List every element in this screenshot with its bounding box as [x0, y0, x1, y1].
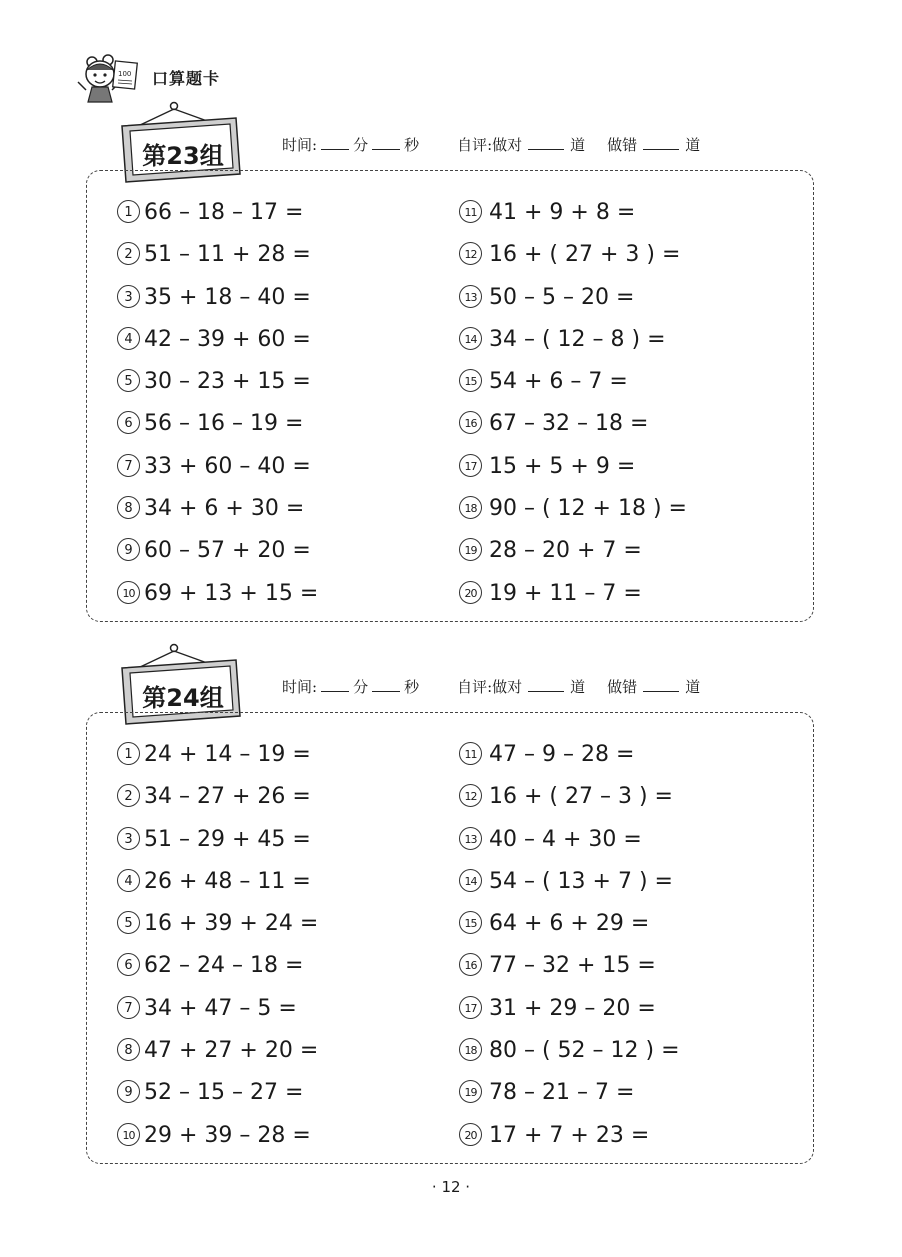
problem-row — [459, 739, 680, 781]
right-count-blank[interactable] — [528, 135, 564, 150]
problem-expression: 52 – 15 – 27 = — [144, 1080, 304, 1106]
problem-row — [117, 197, 318, 239]
problem-row — [117, 1120, 318, 1162]
problem-row — [117, 866, 318, 908]
problem-row — [117, 950, 318, 992]
problem-expression: 34 + 47 – 5 = — [144, 995, 297, 1021]
problem-number: 7 — [117, 454, 140, 477]
problem-number: 8 — [117, 1038, 140, 1061]
problem-number: 17 — [459, 454, 482, 477]
problem-row — [117, 239, 318, 281]
page-title: 口算题卡 — [152, 69, 221, 88]
problem-row — [117, 1077, 318, 1119]
problem-number: 16 — [459, 953, 482, 976]
problem-number: 9 — [117, 1080, 140, 1103]
problem-row — [459, 535, 687, 577]
problem-row — [459, 324, 687, 366]
minute-blank[interactable] — [321, 677, 349, 692]
second-label: 秒 — [404, 678, 420, 696]
problem-number: 19 — [459, 1080, 482, 1103]
problem-number: 1 — [117, 200, 140, 223]
problem-expression: 40 – 4 + 30 = — [489, 826, 642, 852]
problem-expression: 34 – 27 + 26 = — [144, 784, 311, 810]
problem-row — [459, 781, 680, 823]
problems-box — [86, 170, 814, 622]
problem-expression: 41 + 9 + 8 = — [489, 200, 636, 225]
problem-row — [459, 950, 680, 992]
problem-number: 6 — [117, 411, 140, 434]
right-unit-label: 道 — [570, 136, 586, 154]
problem-row — [117, 324, 318, 366]
problem-expression: 30 – 23 + 15 = — [144, 369, 311, 395]
problem-expression: 16 + ( 27 + 3 ) = — [489, 242, 681, 268]
page-header — [72, 46, 292, 106]
problem-expression: 24 + 14 – 19 = — [144, 742, 311, 767]
problem-number: 2 — [117, 784, 140, 807]
problems-box — [86, 712, 814, 1164]
problem-number: 7 — [117, 996, 140, 1019]
problem-row — [459, 1035, 680, 1077]
wrong-label: 做错 — [607, 678, 638, 696]
problem-number: 10 — [117, 1123, 140, 1146]
self-eval-label: 自评:做对 — [457, 678, 523, 696]
problem-number: 3 — [117, 827, 140, 850]
problem-expression: 60 – 57 + 20 = — [144, 538, 311, 564]
time-eval-line — [282, 676, 802, 697]
problem-expression: 67 – 32 – 18 = — [489, 411, 649, 437]
problem-number: 18 — [459, 496, 482, 519]
problem-number: 12 — [459, 784, 482, 807]
problem-row — [459, 239, 687, 281]
problem-row — [459, 824, 680, 866]
right-count-blank[interactable] — [528, 677, 564, 692]
problem-row — [459, 1077, 680, 1119]
set-title: 第23组 — [142, 142, 224, 170]
time-label: 时间: — [282, 136, 318, 154]
problem-row — [117, 993, 318, 1035]
problems-left-column — [117, 197, 318, 620]
problem-expression: 64 + 6 + 29 = — [489, 911, 650, 937]
set-title: 第24组 — [142, 684, 224, 712]
page-number: · 12 · — [431, 1178, 471, 1196]
problem-row — [117, 908, 318, 950]
problem-expression: 47 – 9 – 28 = — [489, 742, 635, 767]
problem-expression: 54 + 6 – 7 = — [489, 369, 628, 395]
problem-expression: 29 + 39 – 28 = — [144, 1122, 311, 1148]
minute-label: 分 — [353, 678, 369, 696]
problem-row — [117, 535, 318, 577]
problem-expression: 33 + 60 – 40 = — [144, 453, 311, 479]
problem-number: 2 — [117, 242, 140, 265]
problems-right-column — [459, 739, 680, 1162]
problem-expression: 90 – ( 12 + 18 ) = — [489, 496, 687, 522]
problem-row — [459, 1120, 680, 1162]
problem-number: 11 — [459, 742, 482, 765]
problem-expression: 62 – 24 – 18 = — [144, 953, 304, 979]
problem-number: 18 — [459, 1038, 482, 1061]
problem-row — [117, 824, 318, 866]
problem-number: 9 — [117, 538, 140, 561]
problem-row — [117, 739, 318, 781]
wrong-label: 做错 — [607, 136, 638, 154]
problem-expression: 34 – ( 12 – 8 ) = — [489, 326, 666, 352]
problem-number: 3 — [117, 285, 140, 308]
problem-row — [117, 1035, 318, 1077]
problem-number: 15 — [459, 911, 482, 934]
problem-expression: 77 – 32 + 15 = — [489, 953, 656, 979]
problem-number: 14 — [459, 869, 482, 892]
problem-number: 19 — [459, 538, 482, 561]
problem-expression: 47 + 27 + 20 = — [144, 1038, 319, 1064]
wrong-unit-label: 道 — [685, 136, 701, 154]
problem-row — [459, 451, 687, 493]
problem-number: 20 — [459, 581, 482, 604]
minute-blank[interactable] — [321, 135, 349, 150]
problem-expression: 80 – ( 52 – 12 ) = — [489, 1038, 680, 1064]
problem-expression: 28 – 20 + 7 = — [489, 538, 642, 564]
problems-right-column — [459, 197, 687, 620]
self-eval-label: 自评:做对 — [457, 136, 523, 154]
problem-number: 13 — [459, 285, 482, 308]
wrong-count-blank[interactable] — [643, 135, 679, 150]
second-blank[interactable] — [372, 135, 400, 150]
problem-expression: 16 + ( 27 – 3 ) = — [489, 784, 673, 810]
problem-expression: 34 + 6 + 30 = — [144, 496, 305, 522]
second-blank[interactable] — [372, 677, 400, 692]
problem-expression: 35 + 18 – 40 = — [144, 284, 311, 310]
problem-expression: 51 – 29 + 45 = — [144, 826, 311, 852]
problem-expression: 26 + 48 – 11 = — [144, 868, 311, 894]
problem-number: 13 — [459, 827, 482, 850]
problem-expression: 50 – 5 – 20 = — [489, 284, 635, 310]
problem-number: 15 — [459, 369, 482, 392]
problem-expression: 78 – 21 – 7 = — [489, 1080, 635, 1106]
minute-label: 分 — [353, 136, 369, 154]
problem-expression: 69 + 13 + 15 = — [144, 580, 319, 606]
problem-row — [117, 781, 318, 823]
problem-number: 4 — [117, 869, 140, 892]
problem-row — [459, 993, 680, 1035]
problem-expression: 54 – ( 13 + 7 ) = — [489, 868, 673, 894]
wrong-unit-label: 道 — [685, 678, 701, 696]
problem-expression: 31 + 29 – 20 = — [489, 995, 656, 1021]
problem-number: 17 — [459, 996, 482, 1019]
problem-number: 4 — [117, 327, 140, 350]
problem-expression: 42 – 39 + 60 = — [144, 326, 311, 352]
problem-row — [117, 408, 318, 450]
second-label: 秒 — [404, 136, 420, 154]
wrong-count-blank[interactable] — [643, 677, 679, 692]
problem-row — [117, 578, 318, 620]
problem-expression: 51 – 11 + 28 = — [144, 242, 311, 268]
problem-row — [117, 493, 318, 535]
problem-expression: 16 + 39 + 24 = — [144, 911, 319, 937]
problem-expression: 56 – 16 – 19 = — [144, 411, 304, 437]
time-eval-line — [282, 134, 802, 155]
problem-row — [459, 408, 687, 450]
right-unit-label: 道 — [570, 678, 586, 696]
problem-number: 16 — [459, 411, 482, 434]
problem-row — [117, 451, 318, 493]
problem-number: 5 — [117, 911, 140, 934]
girl-with-sign-icon — [72, 46, 142, 106]
problem-number: 6 — [117, 953, 140, 976]
problem-number: 5 — [117, 369, 140, 392]
problem-number: 20 — [459, 1123, 482, 1146]
problem-row — [459, 866, 680, 908]
problem-number: 8 — [117, 496, 140, 519]
problem-row — [459, 578, 687, 620]
problem-row — [117, 366, 318, 408]
problem-row — [459, 197, 687, 239]
problem-expression: 15 + 5 + 9 = — [489, 453, 636, 479]
problem-number: 14 — [459, 327, 482, 350]
problems-left-column — [117, 739, 318, 1162]
problem-number: 1 — [117, 742, 140, 765]
sign-text: 100 — [118, 70, 132, 78]
problem-row — [459, 282, 687, 324]
problem-row — [459, 908, 680, 950]
problem-expression: 17 + 7 + 23 = — [489, 1122, 650, 1148]
problem-row — [459, 493, 687, 535]
problem-number: 11 — [459, 200, 482, 223]
problem-row — [459, 366, 687, 408]
problem-expression: 66 – 18 – 17 = — [144, 200, 304, 225]
problem-number: 10 — [117, 581, 140, 604]
problem-expression: 19 + 11 – 7 = — [489, 580, 642, 606]
problem-number: 12 — [459, 242, 482, 265]
time-label: 时间: — [282, 678, 318, 696]
problem-row — [117, 282, 318, 324]
